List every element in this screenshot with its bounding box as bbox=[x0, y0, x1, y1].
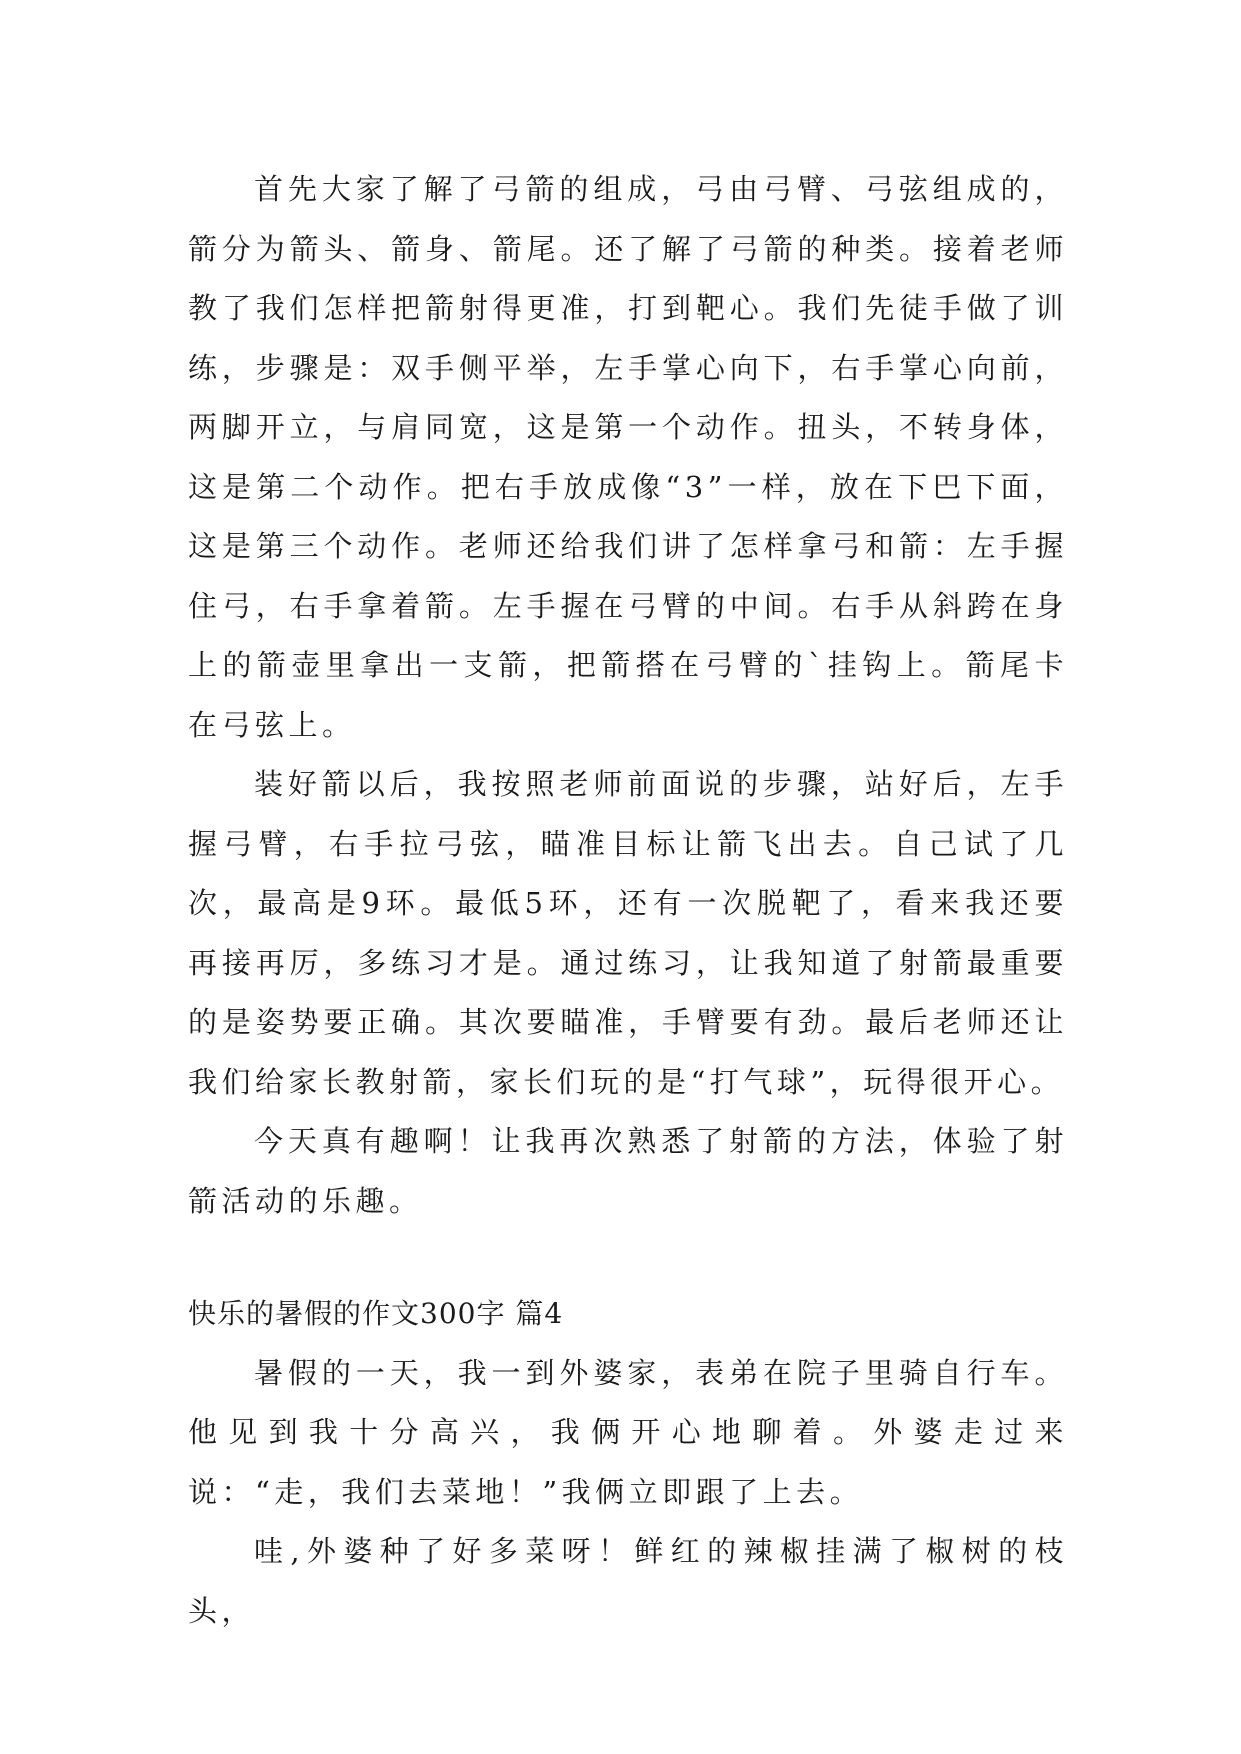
paragraph-archery-parts: 首先大家了解了弓箭的组成，弓由弓臂、弓弦组成的，箭分为箭头、箭身、箭尾。还了解了弓箭的种类。接着老师教了我们怎样把箭射得更准，打到靶心。我们先徒手做了训练，步骤是：双手侧平举，左手掌心向下，右手掌心向前，两脚开立，与肩同宽，这是第一个动作。扭头，不转身体，这是第二个动作。把右手放成像“3”一样，放在下巴下面，这是第三个动作。老师还给我们讲了怎样拿弓和箭：左手握住弓，右手拿着箭。左手握在弓臂的中间。右手从斜跨在身上的箭壶里拿出一支箭，把箭搭在弓臂的`挂钩上。箭尾卡在弓弦上。 bbox=[188, 172, 1068, 742]
paragraph-vegetable-garden: 哇,外婆种了好多菜呀！鲜红的辣椒挂满了椒树的枝头， bbox=[188, 1534, 1068, 1628]
essay-heading: 快乐的暑假的作文300字 篇4 bbox=[188, 1297, 564, 1330]
document-page bbox=[188, 160, 1068, 1641]
paragraph-archery-practice: 装好箭以后，我按照老师前面说的步骤，站好后，左手握弓臂，右手拉弓弦，瞄准目标让箭飞出去。自己试了几次，最高是9环。最低5环，还有一次脱靶了，看来我还要再接再厉，多练习才是。通过练习，让我知道了射箭最重要的是姿势要正确。其次要瞄准，手臂要有劲。最后老师还让我们给家长教射箭，家长们玩的是“打气球”，玩得很开心。 bbox=[188, 767, 1068, 1099]
paragraph-summer-day: 暑假的一天，我一到外婆家，表弟在院子里骑自行车。他见到我十分高兴，我俩开心地聊着。外婆走过来说：“走，我们去菜地！”我俩立即跟了上去。 bbox=[188, 1355, 1068, 1509]
paragraph-archery-conclusion: 今天真有趣啊！让我再次熟悉了射箭的方法，体验了射箭活动的乐趣。 bbox=[188, 1124, 1068, 1218]
